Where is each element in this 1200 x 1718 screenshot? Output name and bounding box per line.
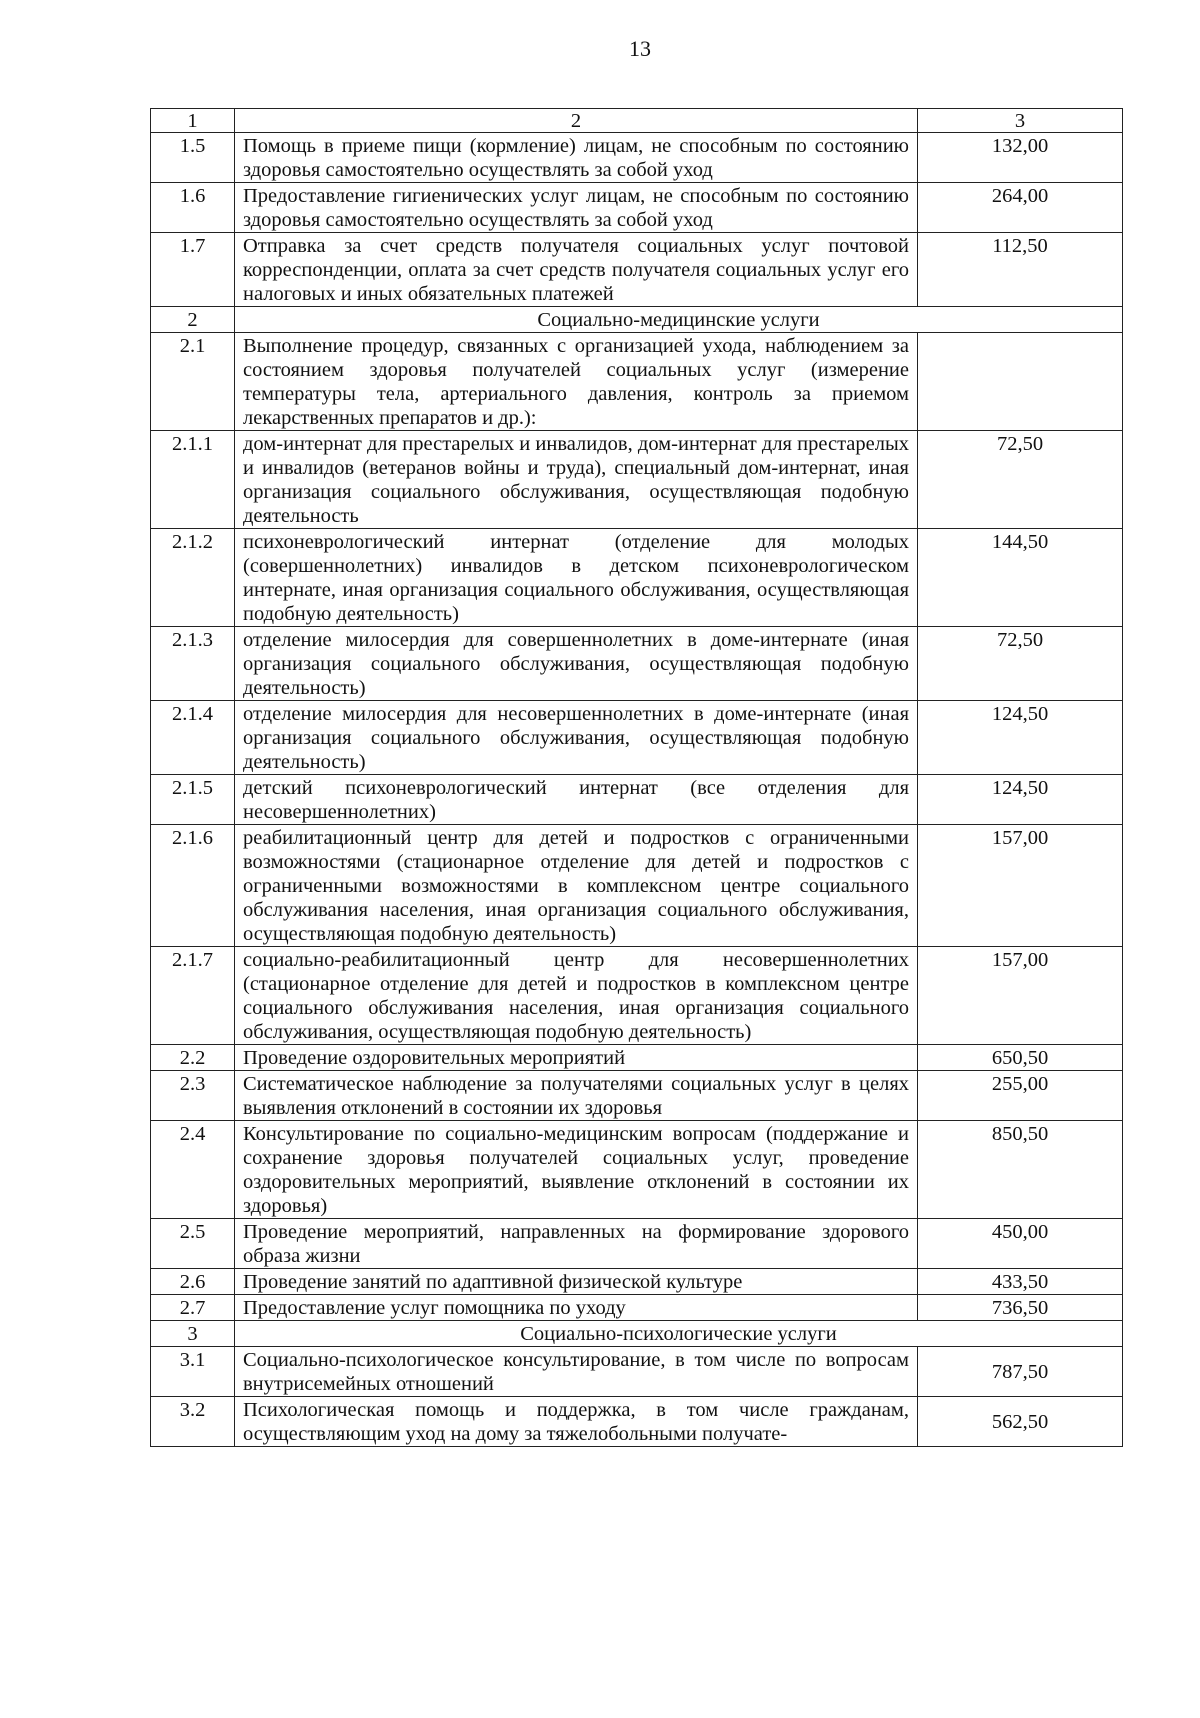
service-description: Систематическое наблюдение за получателями социальных услуг в целях выявления отклонений в состоянии их здоровья	[235, 1071, 918, 1121]
service-number: 2.3	[151, 1071, 235, 1121]
header-col-description: 2	[235, 109, 918, 133]
section-title: Социально-психологические услуги	[235, 1321, 1123, 1347]
service-description: Психологическая помощь и поддержка, в том числе гражданам, осуществляющим уход на дому за тяжелобольными получате-	[235, 1397, 918, 1447]
table-row	[151, 529, 1123, 627]
table-row	[151, 1397, 1123, 1447]
service-price: 850,50	[918, 1121, 1123, 1219]
service-description: отделение милосердия для совершеннолетних в доме-интернате (иная организация социального обслуживания, осуществляющая подобную деятельность)	[235, 627, 918, 701]
service-price: 255,00	[918, 1071, 1123, 1121]
service-number: 2.6	[151, 1269, 235, 1295]
service-number: 2.1.7	[151, 947, 235, 1045]
service-number: 3.2	[151, 1397, 235, 1447]
table-row	[151, 431, 1123, 529]
section-title: Социально-медицинские услуги	[235, 307, 1123, 333]
service-description: Предоставление гигиенических услуг лицам, не способным по состоянию здоровья самостоятельно осуществлять за собой уход	[235, 183, 918, 233]
table-row	[151, 1269, 1123, 1295]
table-row	[151, 1045, 1123, 1071]
header-col-price: 3	[918, 109, 1123, 133]
service-price: 144,50	[918, 529, 1123, 627]
service-number: 2.1.3	[151, 627, 235, 701]
header-col-number: 1	[151, 109, 235, 133]
section-row	[151, 1321, 1123, 1347]
table-row	[151, 1219, 1123, 1269]
table-row	[151, 701, 1123, 775]
service-price: 433,50	[918, 1269, 1123, 1295]
table-row	[151, 1121, 1123, 1219]
service-number: 2.1	[151, 333, 235, 431]
service-price: 124,50	[918, 775, 1123, 825]
service-price: 72,50	[918, 627, 1123, 701]
table-row	[151, 233, 1123, 307]
service-number: 1.5	[151, 133, 235, 183]
table-row	[151, 1295, 1123, 1321]
table-row	[151, 775, 1123, 825]
service-description: социально-реабилитационный центр для несовершеннолетних (стационарное отделение для детей и подростков в комплексном центре социального обслуживания населения, иная организация социального обслуживания, осуществляющая подобную деятельность)	[235, 947, 918, 1045]
table-row	[151, 1347, 1123, 1397]
service-number: 2.1.5	[151, 775, 235, 825]
service-price: 450,00	[918, 1219, 1123, 1269]
service-price: 124,50	[918, 701, 1123, 775]
service-description: Помощь в приеме пищи (кормление) лицам, не способным по состоянию здоровья самостоятельно осуществлять за собой уход	[235, 133, 918, 183]
service-description: дом-интернат для престарелых и инвалидов, дом-интернат для престарелых и инвалидов (ветеранов войны и труда), специальный дом-интернат, иная организация социального обслуживания, осуществляющая подобную деятельность	[235, 431, 918, 529]
service-price: 736,50	[918, 1295, 1123, 1321]
service-price: 132,00	[918, 133, 1123, 183]
service-price: 650,50	[918, 1045, 1123, 1071]
service-price: 157,00	[918, 825, 1123, 947]
service-number: 2.7	[151, 1295, 235, 1321]
service-number: 2.1.1	[151, 431, 235, 529]
service-description: Отправка за счет средств получателя социальных услуг почтовой корреспонденции, оплата за счет средств получателя социальных услуг его налоговых и иных обязательных платежей	[235, 233, 918, 307]
service-number: 2.1.4	[151, 701, 235, 775]
service-price: 562,50	[918, 1397, 1123, 1447]
service-description: Социально-психологическое консультирование, в том числе по вопросам внутрисемейных отношений	[235, 1347, 918, 1397]
service-number: 2.1.2	[151, 529, 235, 627]
page-number: 13	[629, 36, 651, 61]
service-description: психоневрологический интернат (отделение для молодых (совершеннолетних) инвалидов в детском психоневрологическом интернате, иная организация социального обслуживания, осуществляющая подобную деятельность)	[235, 529, 918, 627]
table-row	[151, 183, 1123, 233]
table-row	[151, 133, 1123, 183]
service-price	[918, 333, 1123, 431]
service-number: 2.5	[151, 1219, 235, 1269]
service-description: Проведение мероприятий, направленных на формирование здорового образа жизни	[235, 1219, 918, 1269]
service-number: 2.4	[151, 1121, 235, 1219]
service-number: 3.1	[151, 1347, 235, 1397]
table-row	[151, 947, 1123, 1045]
service-description: детский психоневрологический интернат (все отделения для несовершеннолетних)	[235, 775, 918, 825]
table-row	[151, 627, 1123, 701]
service-price: 157,00	[918, 947, 1123, 1045]
service-price: 112,50	[918, 233, 1123, 307]
service-number: 2.2	[151, 1045, 235, 1071]
table-row	[151, 333, 1123, 431]
service-description: реабилитационный центр для детей и подростков с ограниченными возможностями (стационарное отделение для детей и подростков с ограниченными возможностями в комплексном центре социального обслуживания населения, иная организация социального обслуживания, осуществляющая подобную деятельность)	[235, 825, 918, 947]
service-description: Выполнение процедур, связанных с организацией ухода, наблюдением за состоянием здоровья получателей социальных услуг (измерение температуры тела, артериального давления, контроль за приемом лекарственных препаратов и др.):	[235, 333, 918, 431]
tariff-table	[150, 108, 1123, 1447]
section-number: 2	[151, 307, 235, 333]
service-number: 1.6	[151, 183, 235, 233]
table-row	[151, 1071, 1123, 1121]
service-number: 2.1.6	[151, 825, 235, 947]
service-price: 72,50	[918, 431, 1123, 529]
table-row	[151, 825, 1123, 947]
service-price: 264,00	[918, 183, 1123, 233]
section-row	[151, 307, 1123, 333]
service-description: Проведение занятий по адаптивной физической культуре	[235, 1269, 918, 1295]
service-description: Предоставление услуг помощника по уходу	[235, 1295, 918, 1321]
service-price: 787,50	[918, 1347, 1123, 1397]
table-body	[151, 109, 1123, 1447]
service-description: отделение милосердия для несовершеннолетних в доме-интернате (иная организация социального обслуживания, осуществляющая подобную деятельность)	[235, 701, 918, 775]
table-header-row	[151, 109, 1123, 133]
service-description: Консультирование по социально-медицинским вопросам (поддержание и сохранение здоровья получателей социальных услуг, проведение оздоровительных мероприятий, выявление отклонений в состоянии их здоровья)	[235, 1121, 918, 1219]
service-number: 1.7	[151, 233, 235, 307]
section-number: 3	[151, 1321, 235, 1347]
service-description: Проведение оздоровительных мероприятий	[235, 1045, 918, 1071]
